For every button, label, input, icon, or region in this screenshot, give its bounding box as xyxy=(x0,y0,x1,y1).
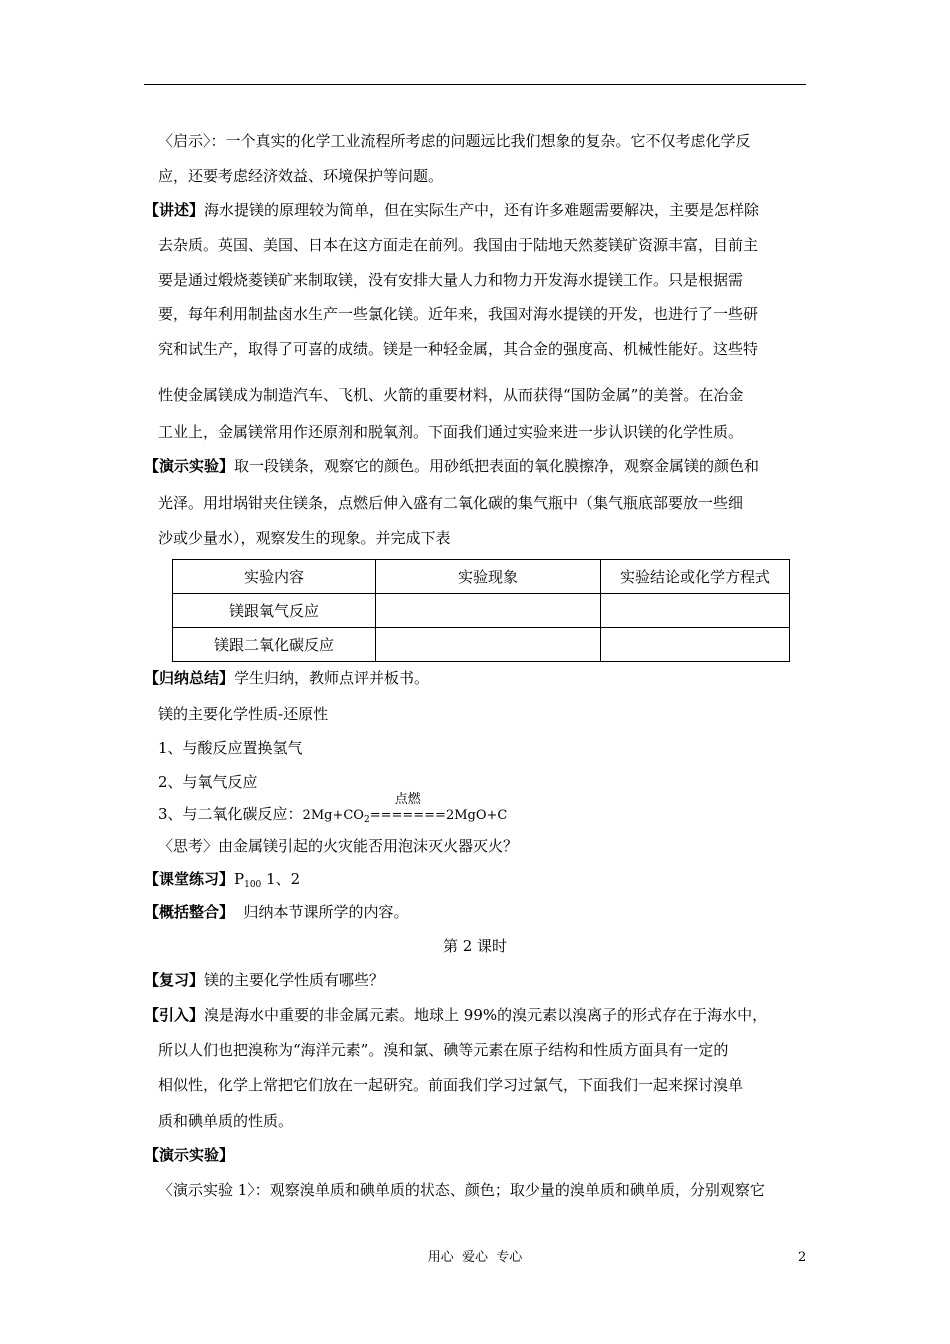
paragraph-line xyxy=(144,869,300,895)
reaction-condition: 点燃 xyxy=(394,792,421,807)
paragraph-line: 性使金属镁成为制造汽车、飞机、火箭的重要材料，从而获得“国防金属”的美誉。在冶金 xyxy=(158,386,744,404)
paragraph-line: 相似性，化学上常把它们放在一起研究。前面我们学习过氯气，下面我们一起来探讨溴单 xyxy=(158,1076,744,1094)
section-tag: 【归纳总结】 xyxy=(144,669,235,687)
equals-arrow: ======= xyxy=(369,808,446,823)
paragraph-line: 工业上，金属镁常用作还原剂和脱氧剂。下面我们通过实验来进一步认识镁的化学性质。 xyxy=(158,423,744,441)
equation-right: 2MgO+C xyxy=(445,808,508,823)
reaction-arrow xyxy=(369,792,446,826)
section-tag: 【复习】 xyxy=(144,971,205,989)
table-header-cell: 实验内容 xyxy=(173,560,376,594)
page-subscript: 100 xyxy=(244,880,262,890)
paragraph-line: 镁的主要化学性质-还原性 xyxy=(158,705,329,723)
paragraph-line xyxy=(144,1145,234,1165)
paragraph-line: 究和试生产，取得了可喜的成绩。镁是一种轻金属，其合金的强度高、机械性能好。这些特 xyxy=(158,340,759,358)
equation-line xyxy=(158,792,508,830)
table-row xyxy=(173,594,790,628)
paragraph-text: 3、与二氧化碳反应： xyxy=(158,805,303,823)
experiment-table xyxy=(172,559,790,662)
paragraph-text: P xyxy=(234,870,245,888)
paragraph-line: 〈思考〉由金属镁引起的火灾能否用泡沫灭火器灭火？ xyxy=(158,837,519,855)
table-cell: 镁跟氧气反应 xyxy=(173,594,376,628)
table-header-cell: 实验结论或化学方程式 xyxy=(601,560,790,594)
table-cell xyxy=(376,594,601,628)
paragraph-line xyxy=(144,1005,767,1025)
paragraph-text: 镁的主要化学性质有哪些？ xyxy=(204,971,385,989)
paragraph-line xyxy=(144,902,409,922)
section-tag: 【演示实验】 xyxy=(144,457,235,475)
paragraph-line xyxy=(144,668,429,688)
header-rule xyxy=(144,84,806,85)
table-cell xyxy=(376,628,601,662)
paragraph-line: 1、与酸反应置换氢气 xyxy=(158,739,303,757)
paragraph-line: 沙或少量水），观察发生的现象。并完成下表 xyxy=(158,529,451,547)
table-cell xyxy=(601,594,790,628)
paragraph-line xyxy=(144,200,759,220)
paragraph-line xyxy=(144,456,759,476)
footer-motto: 用心 爱心 专心 xyxy=(427,1250,523,1265)
paragraph-text: 取一段镁条，观察它的颜色。用砂纸把表面的氧化膜擦净，观察金属镁的颜色和 xyxy=(234,457,760,475)
section-tag: 【课堂练习】 xyxy=(144,870,235,888)
table-header-cell: 实验现象 xyxy=(376,560,601,594)
paragraph-line: 应，还要考虑经济效益、环境保护等问题。 xyxy=(158,167,444,185)
table-header-row xyxy=(173,560,790,594)
table-cell: 镁跟二氧化碳反应 xyxy=(173,628,376,662)
paragraph-line: 要，每年利用制盐卤水生产一些氯化镁。近年来，我国对海水提镁的开发，也进行了一些研 xyxy=(158,305,759,323)
paragraph-line: 去杂质。英国、美国、日本在这方面走在前列。我国由于陆地天然菱镁矿资源丰富，目前主 xyxy=(158,236,759,254)
paragraph-line: 〈演示实验 1〉：观察溴单质和碘单质的状态、颜色；取少量的溴单质和碘单质，分别观察它 xyxy=(158,1181,765,1199)
table-row xyxy=(173,628,790,662)
paragraph-line: 所以人们也把溴称为“海洋元素”。溴和氯、碘等元素在原子结构和性质方面具有一定的 xyxy=(158,1041,729,1059)
paragraph-text: 海水提镁的原理较为简单，但在实际生产中，还有许多难题需要解决，主要是怎样除 xyxy=(204,201,760,219)
section-tag: 【演示实验】 xyxy=(144,1146,235,1164)
paragraph-line: 〈启示〉：一个真实的化学工业流程所考虑的问题远比我们想象的复杂。它不仅考虑化学反 xyxy=(158,132,751,150)
section-tag: 【引入】 xyxy=(144,1006,205,1024)
paragraph-line: 2、与氧气反应 xyxy=(158,773,258,791)
table-cell xyxy=(601,628,790,662)
paragraph-text: 学生归纳，教师点评并板书。 xyxy=(234,669,430,687)
equation-left: 2Mg+CO xyxy=(302,808,364,823)
paragraph-text: 1、2 xyxy=(261,870,301,888)
lesson-heading: 第 2 课时 xyxy=(442,937,508,955)
paragraph-text: 溴是海水中重要的非金属元素。地球上 99%的溴元素以溴离子的形式存在于海水中， xyxy=(204,1006,768,1024)
paragraph-line: 要是通过煅烧菱镁矿来制取镁，没有安排大量人力和物力开发海水提镁工作。只是根据需 xyxy=(158,271,744,289)
paragraph-line: 光泽。用坩埚钳夹住镁条，点燃后伸入盛有二氧化碳的集气瓶中（集气瓶底部要放一些细 xyxy=(158,494,744,512)
section-tag: 【概括整合】 xyxy=(144,903,235,921)
page-number: 2 xyxy=(798,1250,807,1265)
paragraph-line: 质和碘单质的性质。 xyxy=(158,1112,294,1130)
paragraph-text: 归纳本节课所学的内容。 xyxy=(234,903,409,921)
section-tag: 【讲述】 xyxy=(144,201,205,219)
paragraph-line xyxy=(144,970,384,990)
equation-subscript: 2 xyxy=(363,815,370,825)
